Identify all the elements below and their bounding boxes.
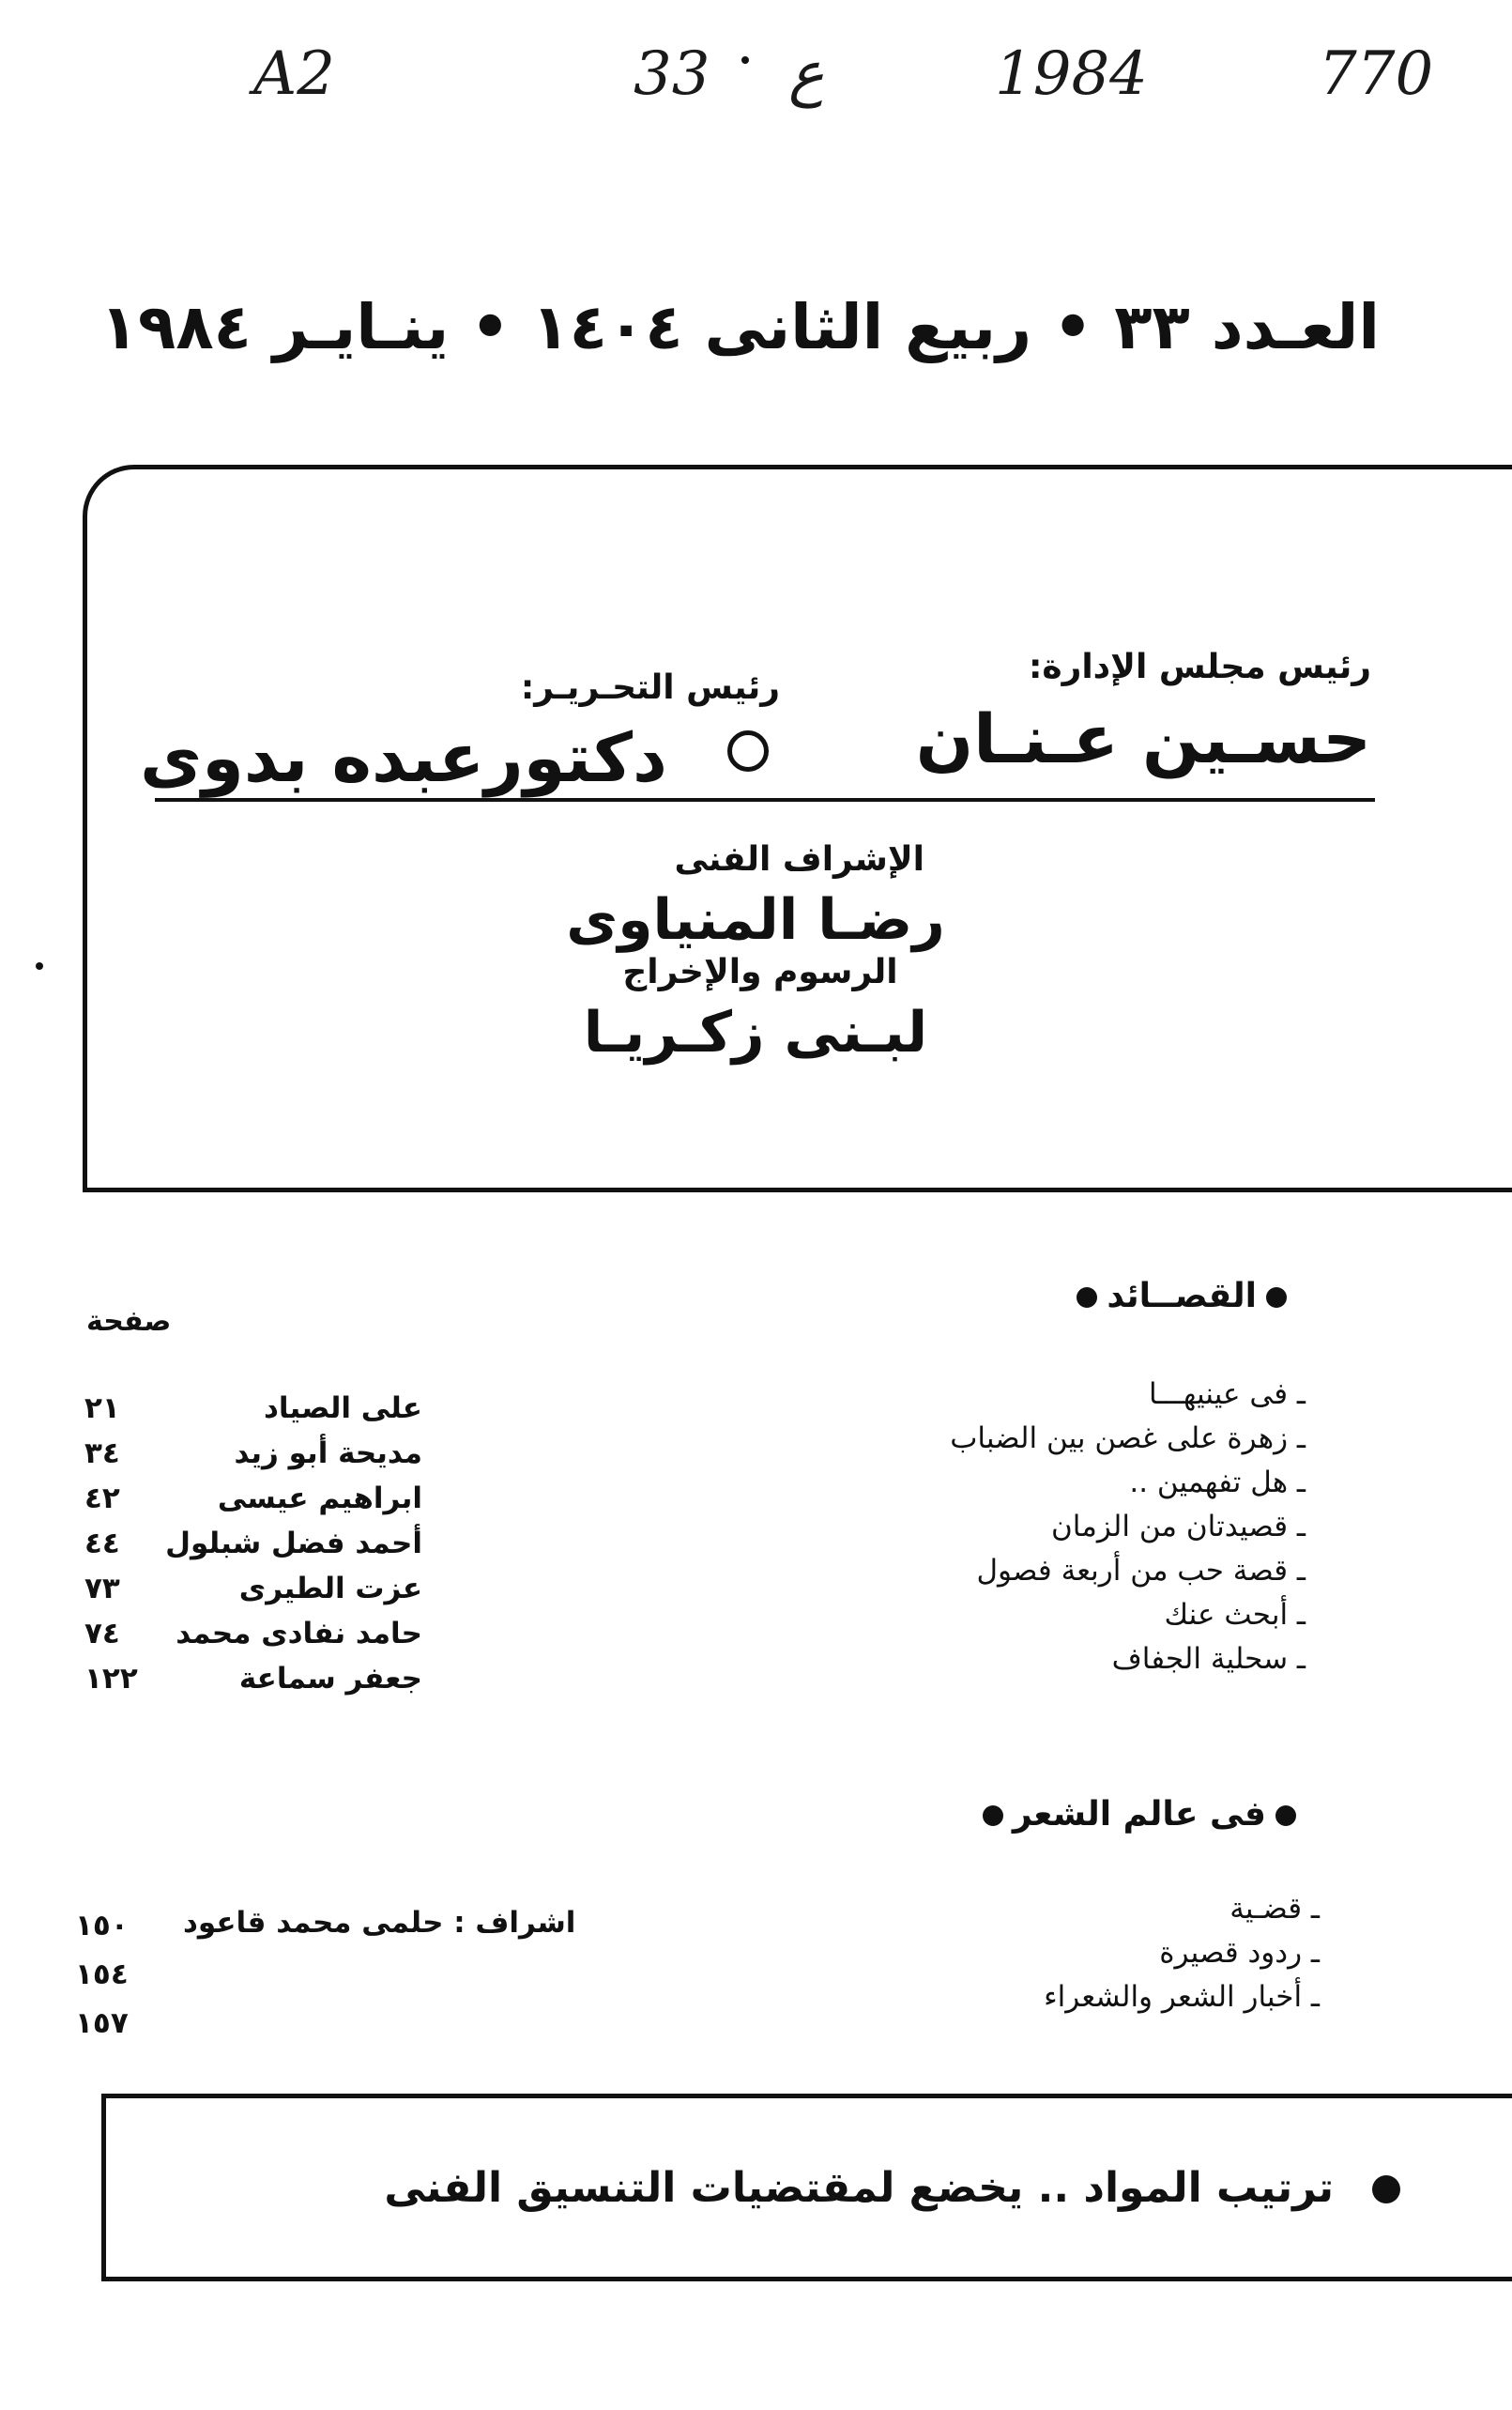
page-number: ١٢٢ xyxy=(84,1662,138,1696)
page-number: ١٥٧ xyxy=(75,2006,129,2040)
list-item: ـ ردود قصيرة xyxy=(1159,1936,1320,1970)
page-number: ٧٣ xyxy=(84,1572,120,1605)
list-item: ـ قصيدتان من الزمان xyxy=(1051,1510,1306,1543)
list-item: ـ هل تفهمين .. xyxy=(1129,1466,1306,1499)
author-row xyxy=(75,1481,422,1527)
editor-name: دكتورعبده بدوى xyxy=(140,718,667,797)
author-row xyxy=(75,1527,422,1572)
page-number: ٤٤ xyxy=(84,1527,120,1560)
handwritten-letter: ع xyxy=(788,39,825,109)
handwritten-year: 1984 xyxy=(995,39,1148,109)
issue-masthead: العـدد ٣٣ • ربيع الثانى ١٤٠٤ • ينـايـر ١٩٨٤ xyxy=(99,291,1380,363)
supervision-note: اشراف : حلمى محمد قاعود xyxy=(183,1906,576,1940)
page-number: ١٥٠ xyxy=(75,1909,129,1942)
author-row xyxy=(75,1436,422,1481)
handwritten-code: A2 xyxy=(253,39,335,109)
handwritten-issue-number: 33 xyxy=(634,39,710,109)
author-name: حامد نفادى محمد xyxy=(176,1617,422,1650)
divider-line xyxy=(155,798,1375,802)
author-row xyxy=(75,1662,422,1707)
bullet-icon xyxy=(1266,1287,1287,1308)
page-number: ٤٢ xyxy=(84,1481,120,1515)
margin-speck xyxy=(36,962,43,970)
page-number: ٧٤ xyxy=(84,1617,120,1650)
list-item: ـ قصة حب من أربعة فصول xyxy=(976,1554,1306,1588)
editor-label: رئيس التحـريـر: xyxy=(520,668,780,707)
author-name: مديحة أبو زيد xyxy=(234,1436,422,1470)
list-item: ـ قضـية xyxy=(1229,1892,1320,1926)
handwritten-reference: 770 xyxy=(1319,39,1434,109)
author-row xyxy=(75,1572,422,1617)
drawings-label: الرسوم والإخراج xyxy=(622,953,898,991)
board-chair-name: حسـين عـنـان xyxy=(915,699,1371,778)
list-item: ـ أخبار الشعر والشعراء xyxy=(1044,1980,1320,2014)
author-row xyxy=(75,1391,422,1436)
poems-section-title: القصــائد xyxy=(1067,1277,1296,1315)
list-item: ـ سحلية الجفاف xyxy=(1111,1642,1306,1676)
bullet-icon xyxy=(1077,1287,1097,1308)
drawings-name: لبـنى زكـريـا xyxy=(583,1000,928,1066)
list-item: ـ زهرة على غصن بين الضباب xyxy=(950,1421,1306,1455)
page-column-header: صفحة xyxy=(86,1305,172,1338)
bullet-icon xyxy=(1372,2175,1400,2203)
page-number: ٢١ xyxy=(84,1391,120,1425)
list-item: ـ أبحث عنك xyxy=(1164,1598,1306,1632)
page-number: ١٥٤ xyxy=(75,1957,129,1991)
author-name: جعفر سماعة xyxy=(238,1662,422,1696)
art-supervision-name: رضـا المنياوى xyxy=(566,887,945,953)
list-item: ـ فى عينيهـــا xyxy=(1149,1377,1306,1411)
poetry-world-section-title: فى عالم الشعر xyxy=(973,1795,1306,1834)
author-name: ابراهيم عيسى xyxy=(217,1481,422,1515)
author-name: على الصياد xyxy=(263,1391,422,1425)
footer-note: ترتيب المواد .. يخضع لمقتضيات التنسيق الفنى xyxy=(384,2164,1334,2212)
separator-circle xyxy=(727,730,769,772)
handwritten-dot xyxy=(741,56,749,64)
bullet-icon xyxy=(1275,1805,1296,1826)
author-name: عزت الطيرى xyxy=(238,1572,422,1605)
staff-box xyxy=(83,465,1512,1192)
poetry-world-list xyxy=(1044,1887,1320,2019)
bullet-icon xyxy=(983,1805,1003,1826)
poems-list xyxy=(950,1373,1306,1681)
art-supervision-label: الإشراف الفنى xyxy=(674,840,924,879)
author-row xyxy=(75,1617,422,1662)
page-number: ٣٤ xyxy=(84,1436,120,1470)
board-chair-label: رئيس مجلس الإدارة: xyxy=(1028,648,1371,686)
author-name: أحمد فضل شبلول xyxy=(165,1527,422,1560)
